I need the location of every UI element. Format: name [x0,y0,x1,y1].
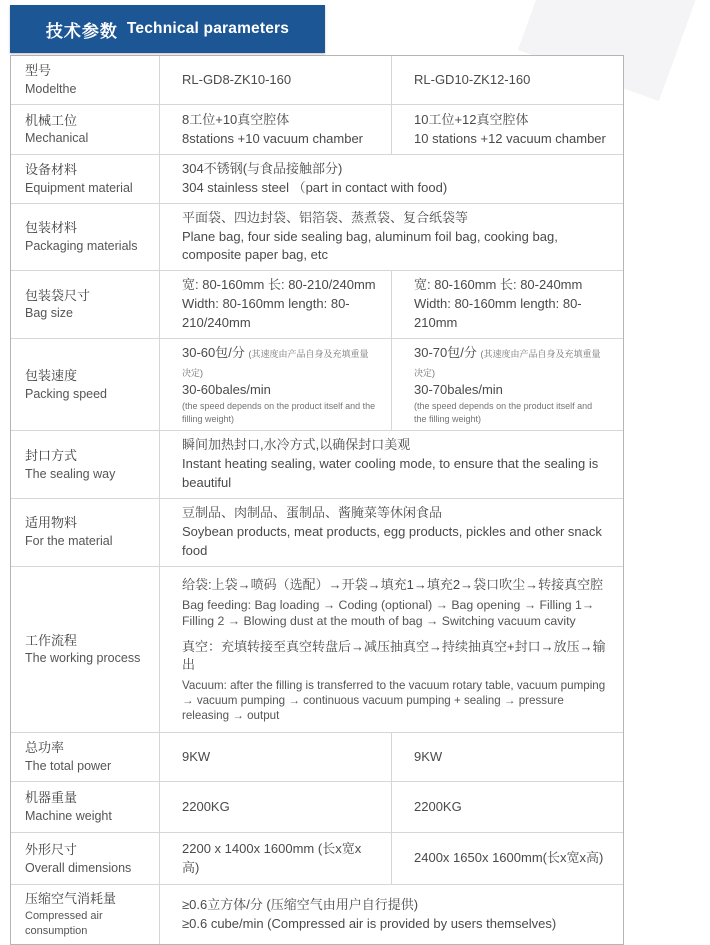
value-line: 10工位+12真空腔体 [414,111,529,127]
label-zh: 机械工位 [25,112,78,128]
label-en: Packing speed [25,386,108,401]
table-row-applicable-material [11,498,623,566]
row-label-total-power [11,733,159,781]
label-zh: 总功率 [25,740,65,756]
process-vacuum-zh: 真空：充填转接至真空转盘后→减压抽真空→持续抽真空+封口→放压→输出 [182,638,606,672]
label-zh: 适用物料 [25,515,78,531]
value-line: ≥0.6立方体/分 (压缩空气由用户自行提供) [182,896,419,912]
bag-size-col1 [159,271,391,338]
label-en: Overall dimensions [25,860,132,875]
value-line: 平面袋、四边封袋、铝箔袋、蒸煮袋、复合纸袋等 [182,209,469,225]
label-en: The working process [25,651,141,666]
table-row-total-power [11,732,623,781]
label-zh: 包装材料 [25,220,78,236]
table-row-packing-speed [11,338,623,431]
value-line: 2200KG [414,798,462,814]
machine-weight-col1 [159,782,391,832]
equipment-material-value [159,155,621,203]
section-title-en: Technical parameters [126,20,290,37]
value-line: 8工位+10真空腔体 [182,111,290,127]
value-line: 2200 x 1400x 1600mm (长x宽x高) [182,840,362,875]
row-label-packing-speed [11,339,159,431]
table-row-working-process [11,566,623,733]
value-line: RL-GD8-ZK10-160 [182,71,292,87]
applicable-material-value [159,499,621,566]
row-label-equipment-material [11,155,159,203]
process-vacuum-en: Vacuum: after the filling is transferred to the vacuum rotary table, vacuum pumping → vacuum pumping → continuous vacuum pumping + sealing → pressure releasing → output [182,679,606,723]
value-line: 10 stations +12 vacuum chamber [414,130,606,146]
machine-weight-col2 [391,782,621,832]
label-zh: 设备材料 [25,161,78,177]
speed-en: 30-60bales/min [182,382,271,398]
technical-parameters-table [10,55,624,945]
value-line: 9KW [182,748,211,764]
speed-note-en: (the speed depends on the product itself and the filling weight) [182,401,376,424]
value-line: 豆制品、肉制品、蛋制品、酱腌菜等休闲食品 [182,505,443,520]
value-line [414,344,607,382]
value-line: 8stations +10 vacuum chamber [182,130,364,146]
row-label-mechanical [11,105,159,154]
label-zh: 封口方式 [25,447,78,463]
sealing-way-value [159,431,621,498]
label-zh: 压缩空气消耗量 [25,891,117,907]
label-en: The total power [25,759,112,774]
table-row-machine-weight [11,781,623,832]
value-line: 9KW [414,748,443,764]
value-line: 宽: 80-160mm 长: 80-210/240mm [182,277,376,293]
speed-note-en: (the speed depends on the product itself and the filling weight) [414,401,593,424]
label-en: Modelthe [25,81,77,96]
process-bag-zh: 给袋:上袋→喷码（选配）→开袋→填充1→填充2→袋口吹尘→转接真空腔 [182,576,604,592]
label-zh: 型号 [25,63,52,79]
packing-speed-col2 [391,339,621,431]
model-col2 [391,56,621,104]
row-label-machine-weight [11,782,159,832]
total-power-col2 [391,733,621,781]
value-line: 304 stainless steel （part in contact with food) [182,179,448,195]
value-line: 宽: 80-160mm 长: 80-240mm [414,277,583,293]
speed-note-zh: (其速度由产品自身及充填重量决定) [414,348,601,378]
working-process-value [159,567,621,733]
value-line: 304不锈钢(与食品接触部分) [182,161,343,176]
packaging-materials-value [159,204,621,271]
label-en: Machine weight [25,809,112,824]
table-row-sealing-way [11,430,623,498]
compressed-air-value [159,885,621,944]
label-en: Equipment material [25,180,133,195]
process-bag-en: Bag feeding: Bag loading → Coding (optional) → Bag opening → Filling 1→ Filling 2 → Blowing dust at the mouth of bag → Switching vacuum cavity [182,597,595,628]
mechanical-col1 [159,105,391,154]
section-title-bar [10,5,325,53]
table-row-packaging-materials [11,203,623,271]
value-line: RL-GD10-ZK12-160 [414,71,531,87]
row-label-model [11,56,159,104]
table-row-equipment-material [11,154,623,203]
row-label-bag-size [11,271,159,338]
label-en: For the material [25,534,113,549]
value-line: ≥0.6 cube/min (Compressed air is provided by users themselves) [182,915,557,931]
bag-size-col2 [391,271,621,338]
table-row-bag-size [11,270,623,338]
row-label-sealing-way [11,431,159,498]
label-zh: 工作流程 [25,632,78,648]
value-line: 2200KG [182,798,230,814]
value-line [182,344,377,382]
label-en: Bag size [25,306,73,321]
speed-en: 30-70bales/min [414,382,503,398]
packing-speed-col1 [159,339,391,431]
label-zh: 包装速度 [25,367,78,383]
model-col1 [159,56,391,104]
label-en: The sealing way [25,466,116,481]
row-label-working-process [11,567,159,733]
value-line: Soybean products, meat products, egg products, pickles and other snack food [182,523,602,558]
label-zh: 机器重量 [25,790,78,806]
table-row-overall-dimensions [11,832,623,884]
label-en: Mechanical [25,131,89,146]
value-line: Width: 80-160mm length: 80-210/240mm [182,296,350,330]
dimensions-col2 [391,833,621,884]
speed-main: 30-70包/分 [414,344,477,360]
label-zh: 外形尺寸 [25,841,78,857]
speed-main: 30-60包/分 [182,344,245,360]
section-title-zh: 技术参数 [45,21,118,41]
row-label-overall-dimensions [11,833,159,884]
total-power-col1 [159,733,391,781]
value-line: 瞬间加热封口,水冷方式,以确保封口美观 [182,437,411,453]
label-en: Compressed air consumption [25,910,103,937]
value-line: 2400x 1650x 1600mm(长x宽x高) [414,850,604,866]
value-line: Width: 80-160mm length: 80-210mm [414,296,582,330]
table-row-model [11,56,623,104]
label-zh: 包装袋尺寸 [25,287,91,303]
label-en: Packaging materials [25,238,138,253]
table-row-compressed-air [11,884,623,944]
row-label-applicable-material [11,499,159,566]
mechanical-col2 [391,105,621,154]
row-label-compressed-air [11,885,159,944]
dimensions-col1 [159,833,391,884]
row-label-packaging-materials [11,204,159,271]
speed-note-zh: (其速度由产品自身及充填重量决定) [182,348,369,378]
table-row-mechanical [11,104,623,154]
value-line: Plane bag, four side sealing bag, aluminum foil bag, cooking bag, composite paper bag, etc [182,228,558,263]
value-line: Instant heating sealing, water cooling mode, to ensure that the sealing is beautiful [182,456,599,491]
